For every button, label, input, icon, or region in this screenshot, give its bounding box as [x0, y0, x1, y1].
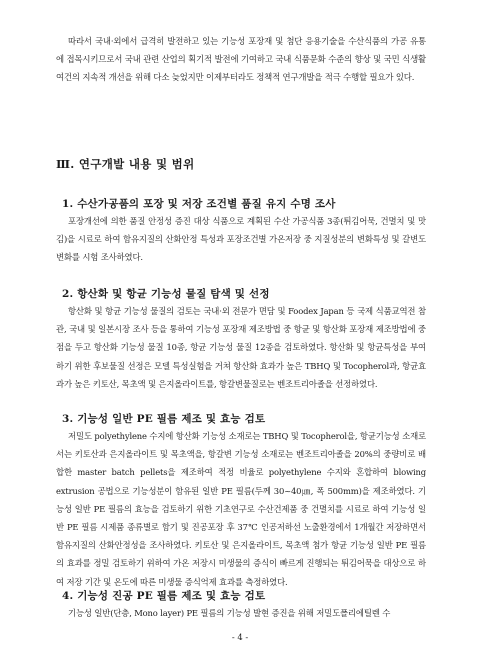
- paragraph-intro: 따라서 국내·외에서 급격히 발전하고 있는 기능성 포장재 및 첨단 응용기술을 수산식품의 가공 유통에 접목시키므로서 국내 관련 산업의 획기적 발전에 기여하고 국내 식품문화 수준의 향상 및 국민 식생활여건의 지속적 개선을 위해 다소 늦었지만 이제부터라도 정책적 연구개발을 적극 수행할 필요가 있다.: [56, 36, 426, 83]
- section-1-heading: 1. 수산가공품의 포장 및 저장 조건별 품질 유지 수명 조사: [62, 198, 336, 210]
- paragraph-section-3: 저밀도 polyethylene 수지에 항산화 기능성 소재로는 TBHQ 및 Tocopherol을, 항균기능성 소재로서는 키토산과 은지올라이트 및 목초액을, 항갈변 기능성 소재로는 벤조트리아졸을 20%의 중량비로 배합한 master batch pellets을 제조하여 적정 비율로 polyethylene 수지와 혼합하여 blowing extrusion 공법으로 기능성분이 함유된 일반 PE 필름(두께 30~40㎛, 폭 500mm)을 제조하였다. 기능성 일반 PE 필름의 효능을 검토하기 위한 기초연구로 수산건제품 중 건멸치를 시료로 하여 기능성 일반 PE 필름 시제품 종류별로 함기 및 진공포장 후 37℃ 인공저하선 노출환경에서 1개월간 저장하면서 함유지질의 산화안정성을 조사하였다. 키토산 및 은지올라이트, 목초액 첨가 항균 기능성 일반 PE 필름의 효과를 정밀 검토하기 위하여 가온 저장시 미생물의 증식이 빠르게 진행되는 튀김어묵을 대상으로 하여 저장 기간 및 온도에 따른 미생물 증식억제 효과를 측정하였다.: [56, 431, 426, 587]
- paragraph-section-1: 포장개선에 의한 품질 안정성 증진 대상 식품으로 계획된 수산 가공식품 3종(튀김어묵, 건멸치 및 맛김)을 시료로 하여 함유지질의 산화안정 특성과 포장조건별 가온저장 중 지질성분의 변화특성 및 갈변도 변화를 시험 조사하였다.: [56, 216, 426, 263]
- section-3-heading: 3. 기능성 일반 PE 필름 제조 및 효능 검토: [62, 413, 266, 425]
- page-number: - 4 -: [231, 632, 249, 642]
- section-2-heading: 2. 항산화 및 항균 기능성 물질 탐색 및 선정: [62, 288, 270, 300]
- chapter-heading: Ⅲ. 연구개발 내용 및 범위: [56, 157, 195, 171]
- paragraph-section-4: 기능성 일반(단층, Mono layer) PE 필름의 기능성 발현 증진을 위해 저밀도폴리에틸렌 수: [68, 608, 391, 618]
- section-4-heading: 4. 기능성 진공 PE 필름 제조 및 효능 검토: [62, 590, 266, 602]
- paragraph-section-2: 항산화 및 항균 기능성 물질의 검토는 국내·외 전문가 면담 및 Foodex Japan 등 국제 식품교역전 참관, 국내 및 일본시장 조사 등을 통하여 기능성 포장재 제조방법 중 항균 및 항산화 포장재 제조방법에 중점을 두고 항산화 기능성 물질 10종, 항균 기능성 물질 12종을 검토하였다. 항산화 및 항균특성을 부여하기 위한 후보물질 선정은 모델 특성실험을 거쳐 항산화 효과가 높은 TBHQ 및 Tocopherol과, 항균효과가 높은 키토산, 목초액 및 은지올라이트를, 항갈변물질로는 벤조트리아졸을 선정하였다.: [56, 306, 426, 389]
